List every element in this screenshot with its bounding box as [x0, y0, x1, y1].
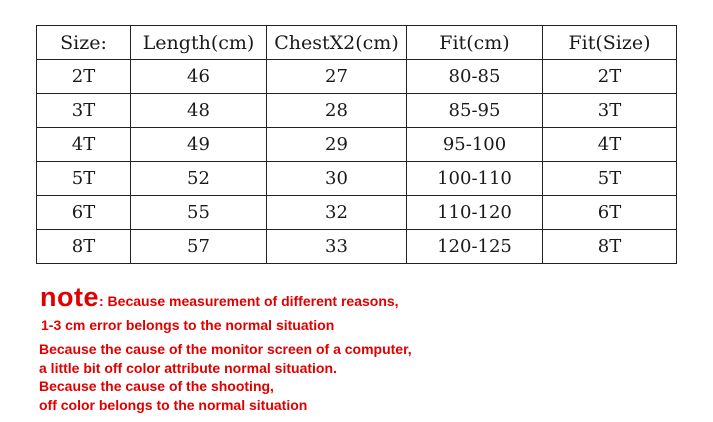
cell-chest: 32	[267, 196, 407, 230]
cell-fit-cm: 80-85	[407, 60, 543, 94]
header-chest: ChestX2(cm)	[267, 26, 407, 60]
table-row	[37, 60, 677, 94]
cell-chest: 28	[267, 94, 407, 128]
cell-chest: 33	[267, 230, 407, 264]
cell-fit-cm: 85-95	[407, 94, 543, 128]
header-size: Size:	[37, 26, 131, 60]
cell-fit-size: 2T	[543, 60, 677, 94]
notice-line: Because the cause of the shooting,	[39, 378, 274, 394]
table-row	[37, 162, 677, 196]
cell-chest: 30	[267, 162, 407, 196]
cell-fit-cm: 95-100	[407, 128, 543, 162]
table-row	[37, 128, 677, 162]
size-chart-table	[36, 25, 677, 264]
note-line-1: : Because measurement of different reasons,	[99, 293, 399, 309]
table-row	[37, 94, 677, 128]
note-line-2: 1-3 cm error belongs to the normal situation	[41, 317, 335, 333]
cell-size: 4T	[37, 128, 131, 162]
cell-size: 3T	[37, 94, 131, 128]
cell-fit-size: 6T	[543, 196, 677, 230]
cell-fit-cm: 100-110	[407, 162, 543, 196]
notice-line: off color belongs to the normal situation	[39, 396, 308, 413]
cell-length: 52	[131, 162, 267, 196]
cell-chest: 29	[267, 128, 407, 162]
table-header-row	[37, 26, 677, 60]
notice-line: a little bit off color attribute normal situation.	[39, 359, 337, 376]
cell-fit-size: 8T	[543, 230, 677, 264]
cell-size: 6T	[37, 196, 131, 230]
cell-length: 55	[131, 196, 267, 230]
header-fit-size: Fit(Size)	[543, 26, 677, 60]
cell-length: 46	[131, 60, 267, 94]
cell-length: 49	[131, 128, 267, 162]
header-fit-cm: Fit(cm)	[407, 26, 543, 60]
cell-length: 48	[131, 94, 267, 128]
color-notice	[39, 340, 412, 414]
cell-chest: 27	[267, 60, 407, 94]
cell-fit-cm: 120-125	[407, 230, 543, 264]
note-label: note	[40, 282, 99, 312]
header-length: Length(cm)	[131, 26, 267, 60]
cell-size: 5T	[37, 162, 131, 196]
cell-size: 8T	[37, 230, 131, 264]
cell-size: 2T	[37, 60, 131, 94]
cell-length: 57	[131, 230, 267, 264]
cell-fit-size: 5T	[543, 162, 677, 196]
table-row	[37, 196, 677, 230]
table-row	[37, 230, 677, 264]
note-block	[40, 283, 399, 335]
cell-fit-cm: 110-120	[407, 196, 543, 230]
notice-line: Because the cause of the monitor screen of a computer,	[39, 341, 412, 357]
cell-fit-size: 3T	[543, 94, 677, 128]
cell-fit-size: 4T	[543, 128, 677, 162]
